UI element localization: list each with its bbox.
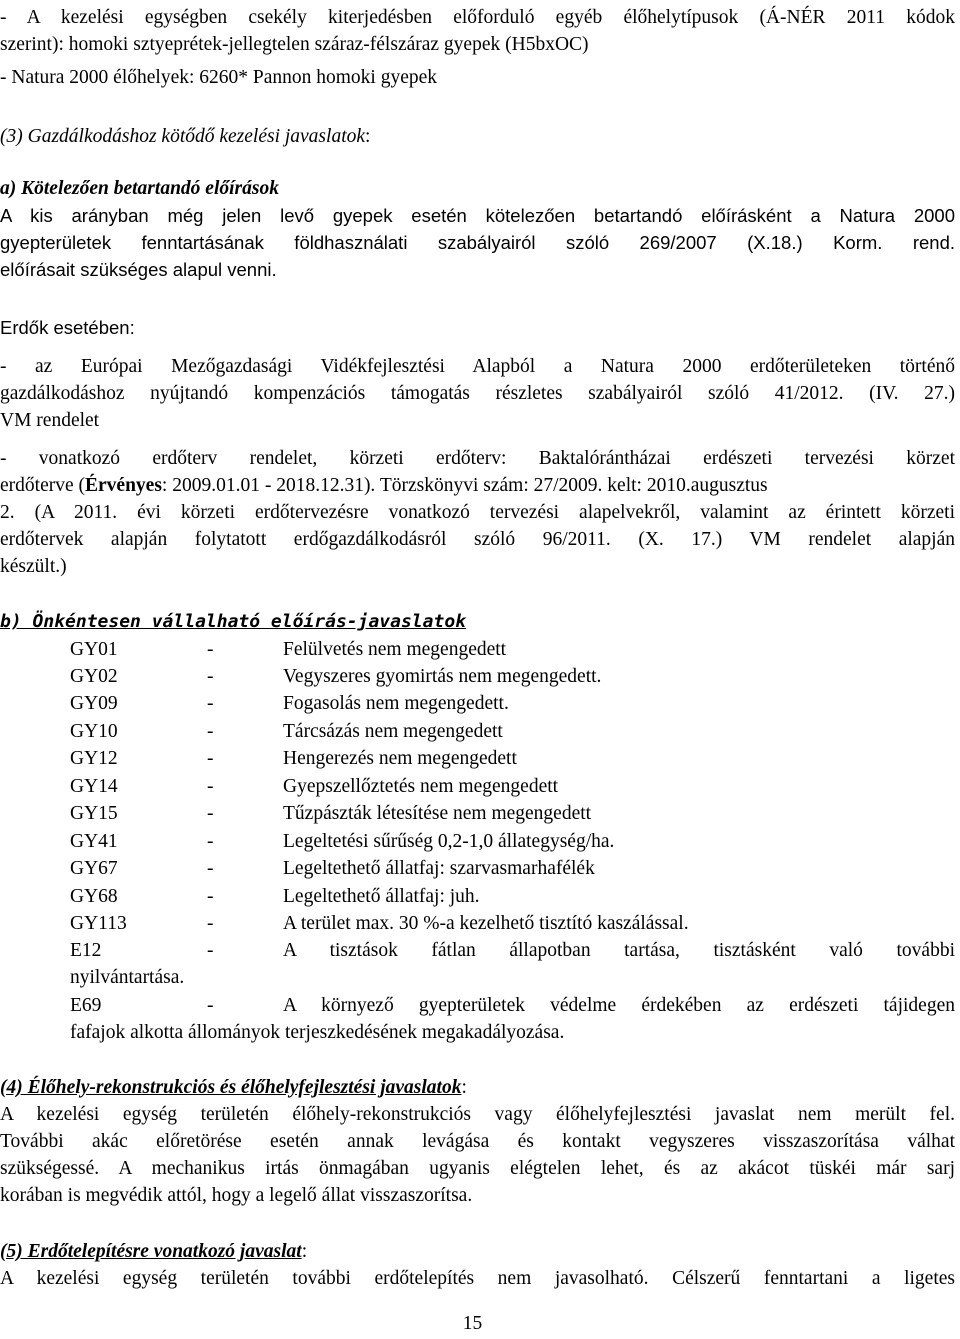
paragraph-line: erdőtervek alapján folytatott erdőgazdálkodásról szóló 96/2011. (X. 17.) VM rendelet alapján <box>0 529 955 550</box>
measure-dash: - <box>207 639 214 660</box>
measure-code: GY02 <box>70 666 118 687</box>
measure-dash: - <box>207 666 214 687</box>
measure-dash: - <box>207 776 214 797</box>
measure-code: E69 <box>70 995 102 1016</box>
measure-code: GY10 <box>70 721 118 742</box>
measure-code: GY12 <box>70 748 118 769</box>
measure-dash: - <box>207 803 214 824</box>
measure-text: Vegyszeres gyomirtás nem megengedett. <box>283 666 602 687</box>
paragraph-line: - vonatkozó erdőterv rendelet, körzeti erdőterv: Baktalórántházai erdészeti tervezési körzet <box>0 448 955 469</box>
measure-text: A terület max. 30 %-a kezelhető tisztító kaszálással. <box>283 913 689 934</box>
measure-dash: - <box>207 831 214 852</box>
paragraph-line: korában is megvédik attól, hogy a legelő állat visszaszorítsa. <box>0 1185 473 1206</box>
measure-code: GY41 <box>70 831 118 852</box>
measure-code: GY67 <box>70 858 118 879</box>
section-4-heading: (4) Élőhely-rekonstrukciós és élőhelyfejlesztési javaslatok: <box>0 1077 467 1098</box>
measure-code: GY09 <box>70 693 118 714</box>
paragraph-line: - az Európai Mezőgazdasági Vidékfejlesztési Alapból a Natura 2000 erdőterületeken történő <box>0 356 955 377</box>
section-3-heading: (3) Gazdálkodáshoz kötődő kezelési javaslatok: <box>0 126 371 147</box>
measure-text: Legeltetési sűrűség 0,2-1,0 állategység/ha. <box>283 831 615 852</box>
measure-dash: - <box>207 940 214 961</box>
measure-dash: - <box>207 748 214 769</box>
measure-text: Legeltethető állatfaj: szarvasmarhafélék <box>283 858 595 879</box>
measure-code: GY113 <box>70 913 127 934</box>
measure-code: GY01 <box>70 639 118 660</box>
paragraph-line: A kezelési egység területén további erdőtelepítés nem javasolható. Célszerű fenntartani a ligetes <box>0 1268 955 1289</box>
measure-text: Fogasolás nem megengedett. <box>283 693 509 714</box>
measure-dash: - <box>207 886 214 907</box>
measure-code: GY68 <box>70 886 118 907</box>
paragraph-line: erdőterve (Érvényes: 2009.01.01 - 2018.12.31). Törzskönyvi szám: 27/2009. kelt: 2010.augusztus <box>0 475 768 496</box>
paragraph-line: A kezelési egység területén élőhely-rekonstrukciós vagy élőhelyfejlesztési javaslat nem merült fel. <box>0 1104 955 1125</box>
measure-text: A tisztások fátlan állapotban tartása, tisztásként való további <box>283 940 955 961</box>
paragraph-line: További akác előretörése esetén annak levágása és kontakt vegyszeres visszaszorítása válhat <box>0 1131 955 1152</box>
section-5-heading: (5) Erdőtelepítésre vonatkozó javaslat: <box>0 1241 308 1262</box>
measure-code: E12 <box>70 940 102 961</box>
paragraph-line: A kis arányban még jelen levő gyepek esetén kötelezően betartandó előírásként a Natura 2000 <box>0 205 955 226</box>
measure-code: GY14 <box>70 776 118 797</box>
paragraph-line: 2. (A 2011. évi körzeti erdőtervezésre vonatkozó tervezési alapelvekről, valamint az érintett körzeti <box>0 502 955 523</box>
measure-dash: - <box>207 693 214 714</box>
measure-text: Tárcsázás nem megengedett <box>283 721 503 742</box>
measure-dash: - <box>207 858 214 879</box>
paragraph-line: gazdálkodáshoz nyújtandó kompenzációs támogatás részletes szabályairól szóló 41/2012. (IV. 27.) <box>0 383 955 404</box>
intro-line: szerint): homoki sztyeprétek-jellegtelen száraz-félszáraz gyepek (H5bxOC) <box>0 34 589 55</box>
paragraph-line: VM rendelet <box>0 410 100 431</box>
measure-text: A környező gyepterületek védelme érdekében az erdészeti tájidegen <box>283 995 955 1016</box>
measure-text: Gyepszellőztetés nem megengedett <box>283 776 559 797</box>
intro-line: - A kezelési egységben csekély kiterjedésben előforduló egyéb élőhelytípusok (Á-NÉR 2011 kódok <box>0 7 955 28</box>
paragraph-line: szükségessé. A mechanikus irtás önmagában ugyanis elégtelen lehet, és az akácot tüskéi már sarj <box>0 1158 955 1179</box>
measure-dash: - <box>207 913 214 934</box>
subsection-b-heading: b) Önkéntesen vállalható előírás-javaslatok <box>0 611 466 632</box>
measure-dash: - <box>207 721 214 742</box>
paragraph-line: készült.) <box>0 556 67 577</box>
measure-text: Felülvetés nem megengedett <box>283 639 507 660</box>
subsection-a-heading: a) Kötelezően betartandó előírások <box>0 178 279 199</box>
intro-line: - Natura 2000 élőhelyek: 6260* Pannon homoki gyepek <box>0 67 438 88</box>
paragraph-line: gyepterületek fenntartásának földhasználati szabályairól szóló 269/2007 (X.18.) Korm. rend. <box>0 232 955 253</box>
measure-text-continued: nyilvántartása. <box>70 967 185 988</box>
measure-text: Hengerezés nem megengedett <box>283 748 517 769</box>
measure-text: Tűzpászták létesítése nem megengedett <box>283 803 592 824</box>
page-number: 15 <box>462 1313 483 1334</box>
measure-text-continued: fafajok alkotta állományok terjeszkedésének megakadályozása. <box>70 1022 565 1043</box>
forest-heading: Erdők esetében: <box>0 317 135 338</box>
measure-dash: - <box>207 995 214 1016</box>
paragraph-line: előírásait szükséges alapul venni. <box>0 259 277 280</box>
measure-code: GY15 <box>70 803 118 824</box>
measure-text: Legeltethető állatfaj: juh. <box>283 886 480 907</box>
